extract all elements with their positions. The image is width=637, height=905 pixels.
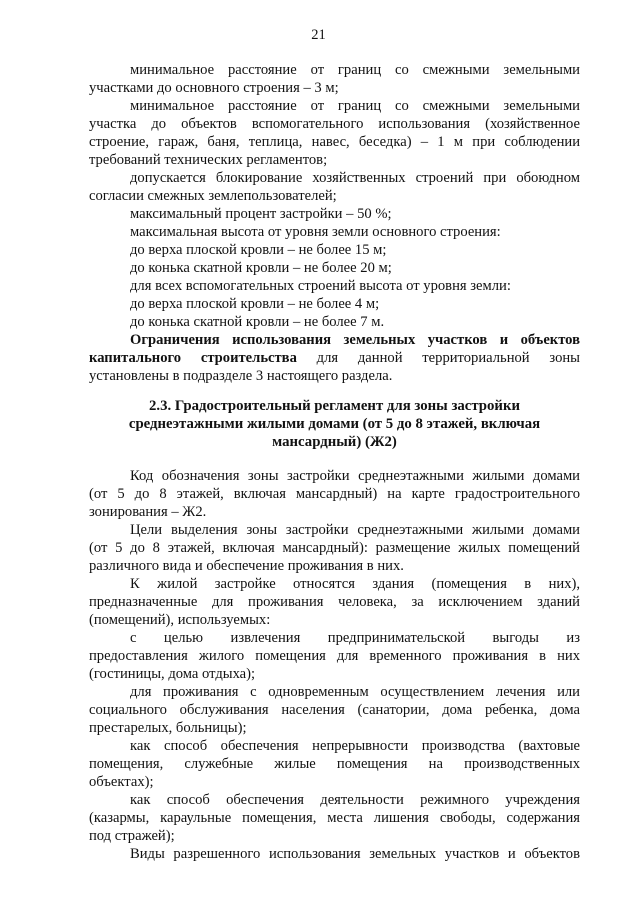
page-number: 21	[311, 27, 326, 43]
text-line: для всех вспомогательных строений высота от уровня земли:	[130, 278, 511, 294]
plain-text: для данной территориальной зоны	[316, 350, 580, 366]
text-line: (гостиницы, дома отдыха);	[89, 666, 256, 682]
text-line: помещения, служебные жилые помещения на производственных	[89, 756, 580, 772]
text-line: предоставления жилого помещения для временного проживания в них	[89, 648, 580, 664]
text-line: участками до основного строения – 3 м;	[89, 80, 339, 96]
text-line: согласии смежных землепользователей;	[89, 188, 337, 204]
text-line: социального обслуживания населения (санатории, дома ребенка, дома	[89, 702, 580, 718]
text-line: Цели выделения зоны застройки среднеэтажными жилыми домами	[130, 522, 580, 538]
text-line: до конька скатной кровли – не более 20 м;	[130, 260, 392, 276]
text-line: до конька скатной кровли – не более 7 м.	[130, 314, 385, 330]
text-line: престарелых, больницы);	[89, 720, 247, 736]
text-line: К жилой застройке относятся здания (помещения в них),	[130, 576, 580, 592]
text-line: максимальная высота от уровня земли основного строения:	[130, 224, 501, 240]
text-line: допускается блокирование хозяйственных строений при обоюдном	[130, 170, 580, 186]
text-line: строение, гараж, баня, теплица, навес, беседка) – 1 м при соблюдении	[89, 134, 580, 150]
text-line: (от 5 до 8 этажей, включая мансардный): размещение жилых помещений	[89, 540, 580, 556]
text-line: предназначенные для проживания человека, за исключением зданий	[89, 594, 580, 610]
text-line: Код обозначения зоны застройки среднеэтажными жилыми домами	[130, 468, 580, 484]
text-line: с целью извлечения предпринимательской выгоды из	[130, 630, 580, 646]
text-line	[89, 349, 580, 367]
text-line: участка до объектов вспомогательного использования (хозяйственное	[89, 116, 580, 132]
text-line: требований технических регламентов;	[89, 152, 328, 168]
text-line: (помещений), используемых:	[89, 612, 271, 628]
bold-text: капитального строительства	[89, 350, 297, 366]
text-line: максимальный процент застройки – 50 %;	[130, 206, 392, 222]
text-line	[130, 331, 580, 349]
text-line: Виды разрешенного использования земельных участков и объектов	[130, 846, 580, 862]
bold-text: Ограничения использования земельных участков и объектов	[130, 332, 580, 348]
text-line: зонирования – Ж2.	[89, 504, 207, 520]
section-heading-line: среднеэтажными жилыми домами (от 5 до 8 этажей, включая	[128, 416, 541, 432]
section-heading-line: мансардный) (Ж2)	[272, 434, 397, 450]
text-line: (казармы, караульные помещения, места лишения свободы, содержания	[89, 810, 580, 826]
text-line: под стражей);	[89, 828, 175, 844]
text-line: минимальное расстояние от границ со смежными земельными	[130, 62, 580, 78]
text-line: до верха плоской кровли – не более 15 м;	[130, 242, 387, 258]
text-line: различного вида и обеспечение проживания в них.	[89, 558, 404, 574]
section-heading-line: 2.3. Градостроительный регламент для зоны застройки	[148, 398, 521, 414]
text-line: как способ обеспечения деятельности режимного учреждения	[130, 792, 580, 808]
text-line: объектах);	[89, 774, 154, 790]
text-line: как способ обеспечения непрерывности производства (вахтовые	[130, 738, 580, 754]
text-line: минимальное расстояние от границ со смежными земельными	[130, 98, 580, 114]
text-line: установлены в подразделе 3 настоящего раздела.	[89, 368, 393, 384]
text-line: до верха плоской кровли – не более 4 м;	[130, 296, 380, 312]
text-line: (от 5 до 8 этажей, включая мансардный) на карте градостроительного	[89, 486, 580, 502]
text-line: для проживания с одновременным осуществлением лечения или	[130, 684, 580, 700]
